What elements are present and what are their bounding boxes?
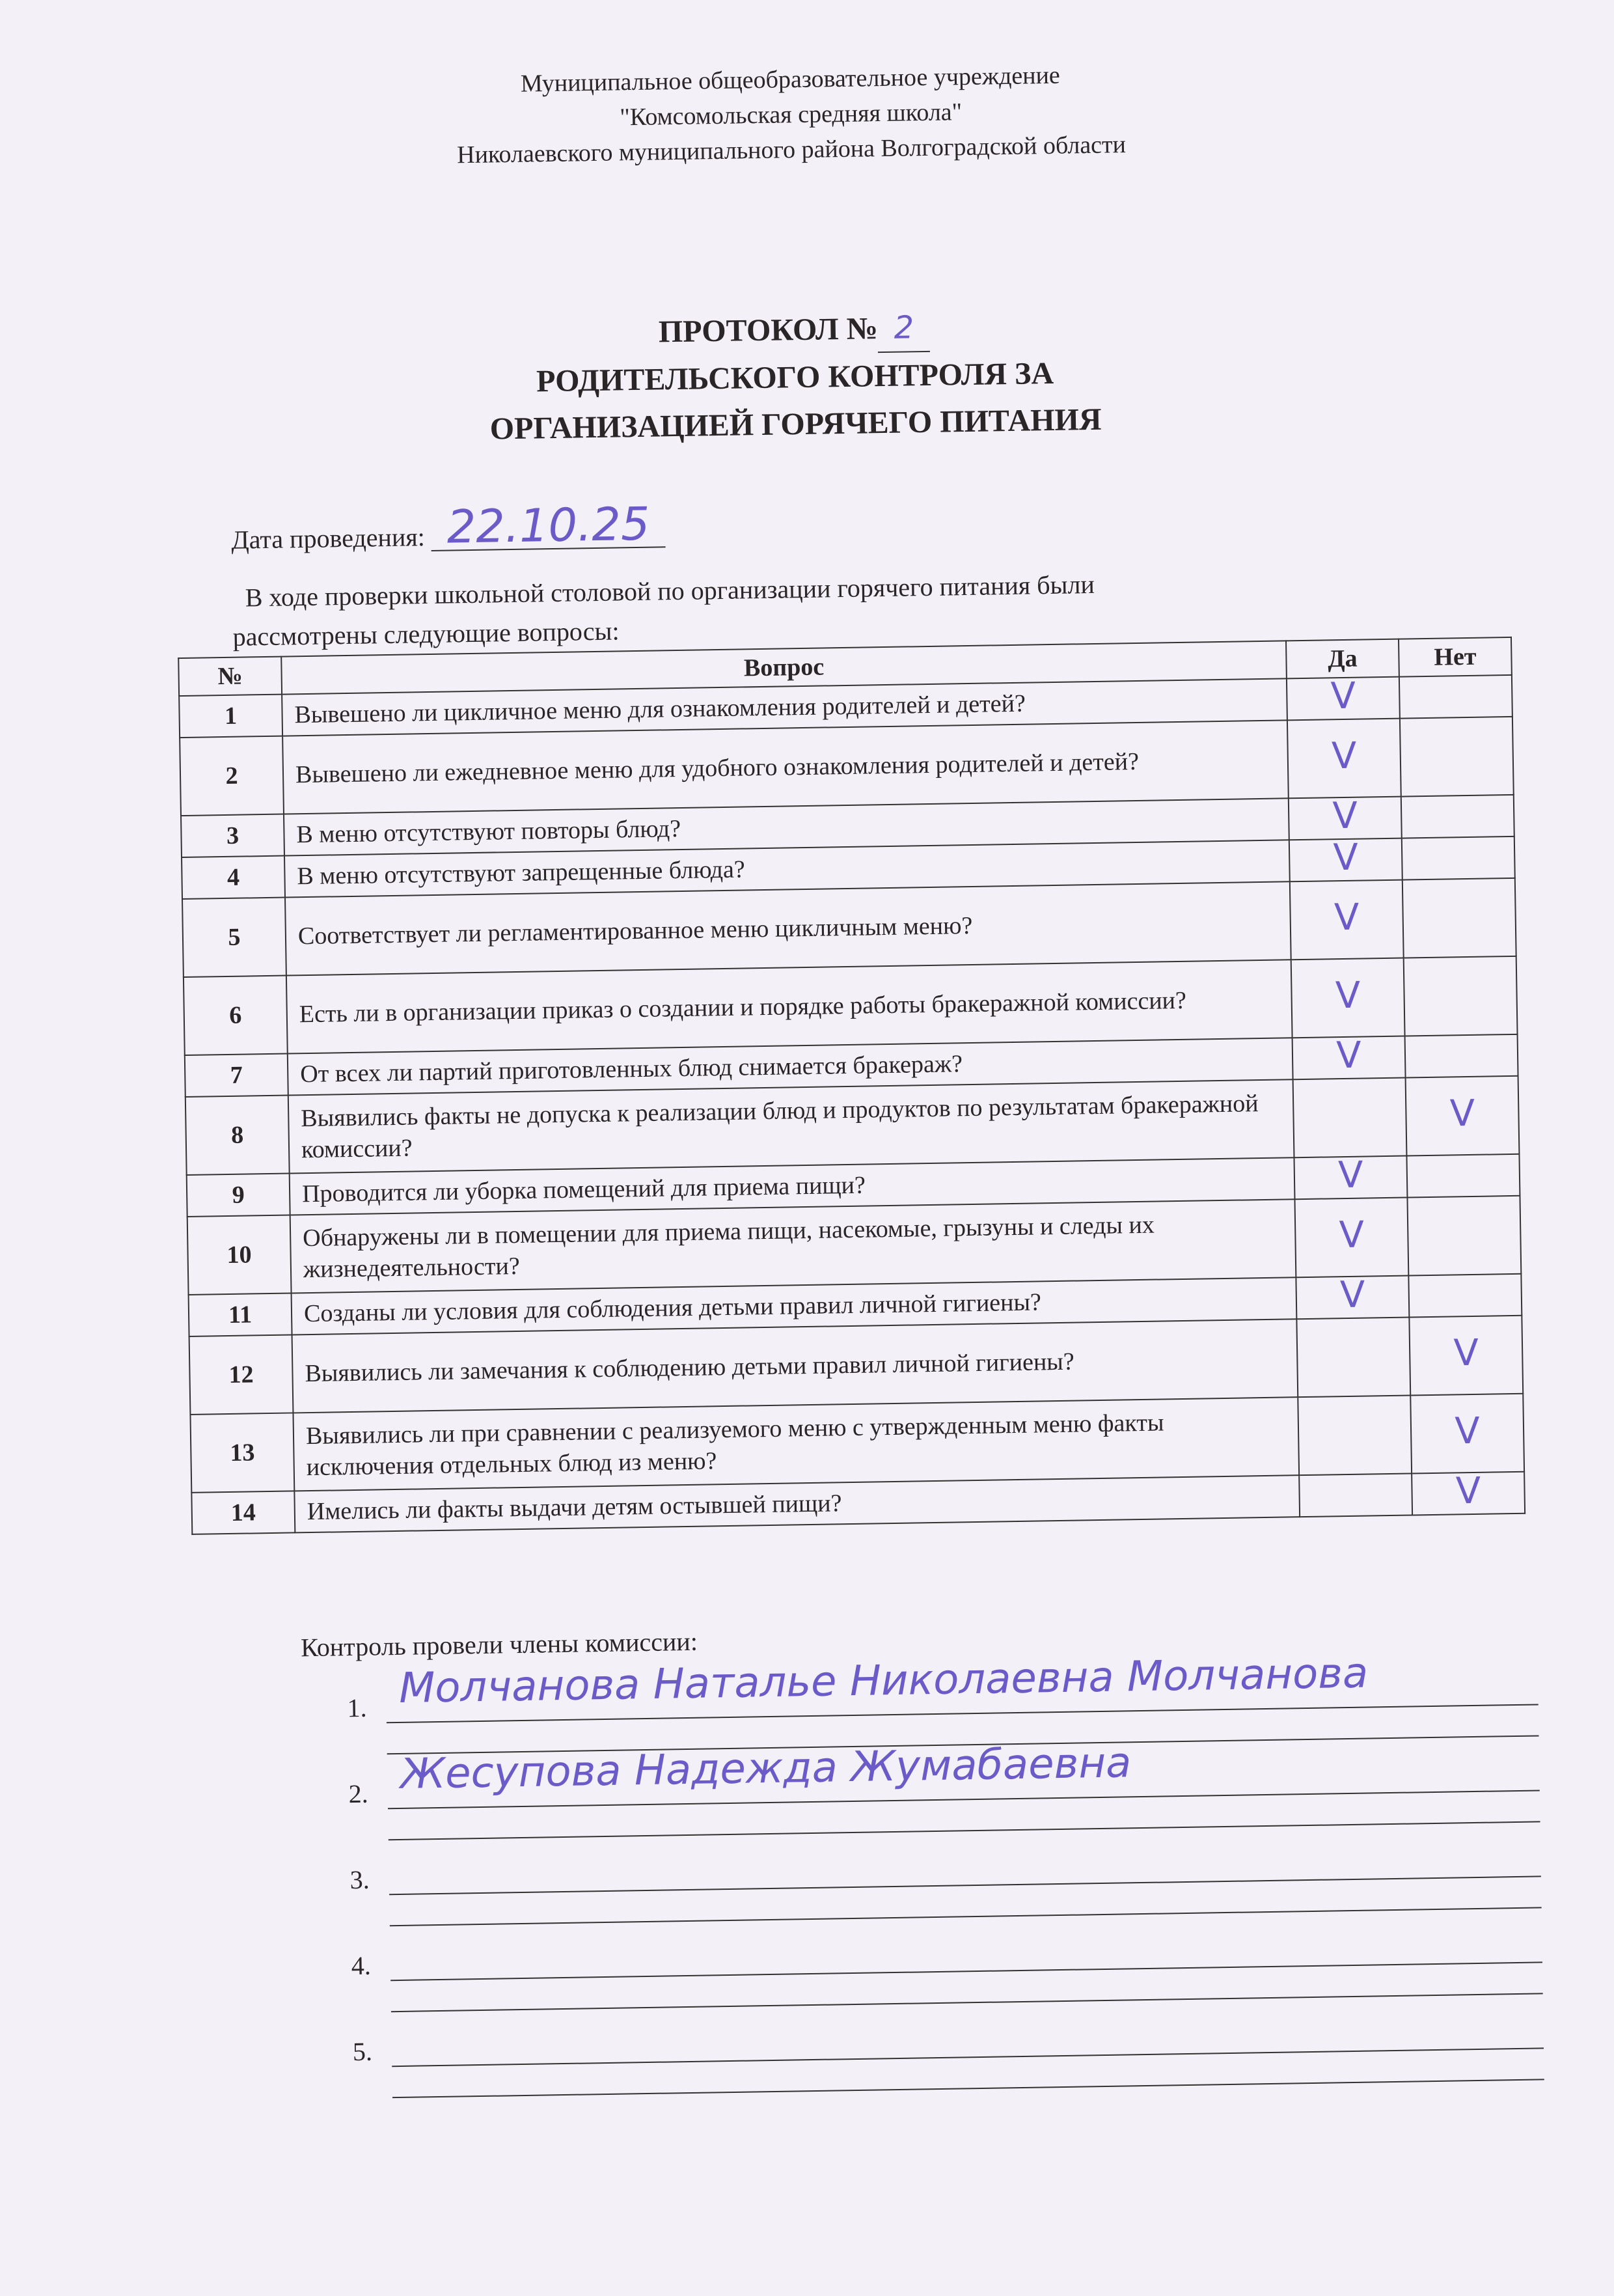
header-no: Нет [1399,637,1512,677]
intro-line-1: В ходе проверки школьной столовой по организации горячего питания были [245,569,1095,613]
member-name: Жесупова Надежда Жумабаевна [400,1739,1132,1799]
row-number: 11 [189,1293,292,1336]
row-no-cell [1400,717,1514,797]
row-no-cell [1399,675,1512,719]
row-yes-cell [1296,1273,1409,1320]
title-prefix: ПРОТОКОЛ № [658,311,879,350]
row-yes-cell [1287,674,1400,721]
member-line [352,1995,1544,2100]
row-number: 2 [180,736,284,816]
signature-line [389,1875,1541,1895]
row-no-cell [1406,1076,1520,1156]
header-num: № [178,657,282,696]
member-number: 2. [348,1778,368,1809]
row-number: 8 [185,1096,290,1175]
row-number: 13 [190,1413,294,1492]
institution-header [0,49,1598,180]
row-yes-cell [1287,719,1401,799]
row-yes-cell [1290,880,1404,960]
check-mark-icon: V [1339,1213,1365,1257]
row-number: 12 [189,1335,294,1414]
row-no-cell [1412,1469,1525,1515]
row-no-cell [1408,1274,1522,1318]
date-label: Дата проведения: [231,522,426,555]
row-no-cell [1402,837,1515,880]
header-yes: Да [1286,639,1399,679]
questions-table [178,637,1525,1535]
commission-members [347,1649,1544,2100]
row-yes-cell [1289,794,1402,840]
row-yes-cell [1299,1473,1412,1517]
check-mark-icon: V [1453,1331,1479,1375]
check-mark-icon: V [1330,674,1356,718]
row-no-cell [1410,1394,1524,1474]
document-title [0,294,1603,461]
row-question: В меню отсутствуют повторы блюд? [284,798,1289,855]
title-line-2: РОДИТЕЛЬСКОГО КОНТРОЛЯ ЗА [536,355,1054,399]
header-line-1: Муниципальное общеобразовательное учреждение [520,61,1061,98]
check-mark-icon: V [1335,1034,1362,1077]
row-number: 5 [182,898,286,977]
row-number: 6 [184,976,288,1055]
row-no-cell [1405,1034,1518,1078]
row-question: Вывешено ли ежедневное меню для удобного ознакомления родителей и детей? [282,720,1289,814]
signature-line [392,2047,1544,2067]
member-number: 5. [352,2036,373,2067]
row-yes-cell [1294,1198,1408,1278]
row-question: Созданы ли условия для соблюдения детьми правил личной гигиены? [292,1277,1297,1335]
row-question: Выявились факты не допуска к реализации блюд и продуктов по результатам бракеражной комиссии? [288,1079,1294,1173]
signature-line [390,1961,1542,1981]
member-number: 1. [347,1693,367,1723]
check-mark-icon: V [1337,1154,1364,1197]
check-mark-icon: V [1334,896,1360,939]
member-number: 3. [349,1864,370,1895]
row-question: Имелись ли факты выдачи детям остывшей пищи? [294,1475,1300,1532]
check-mark-icon: V [1335,974,1361,1017]
row-number: 4 [182,856,285,899]
date-row [231,497,666,557]
row-question: В меню отсутствуют запрещенные блюда? [284,840,1290,897]
row-no-cell [1406,1154,1520,1198]
row-number: 1 [179,695,282,738]
header-question: Вопрос [281,641,1287,694]
row-question: Обнаружены ли в помещении для приема пищи, насекомые, грызуны и следы их жизнедеятельности? [290,1199,1296,1293]
header-line-2: "Комсомольская средняя школа" [619,98,963,131]
signature-line [392,2079,1544,2098]
row-question: Выявились ли замечания к соблюдению детьми правил личной гигиены? [292,1319,1298,1413]
date-value: 22.10.25 [431,501,666,551]
row-yes-cell [1294,1156,1407,1200]
row-no-cell [1402,878,1516,958]
row-yes-cell [1296,1317,1410,1397]
row-no-cell [1404,956,1518,1036]
check-mark-icon: V [1449,1092,1475,1135]
check-mark-icon: V [1331,734,1357,778]
row-question: Есть ли в организации приказ о создании и порядке работы бракеражной комиссии? [286,960,1293,1053]
row-yes-cell [1293,1078,1407,1158]
check-mark-icon: V [1454,1409,1481,1453]
protocol-number: 2 [877,304,930,353]
commission-label: Контроль провели члены комиссии: [300,1626,698,1663]
row-yes-cell [1293,1036,1406,1080]
row-number: 3 [181,814,284,857]
row-number: 10 [187,1215,292,1294]
row-no-cell [1401,795,1514,838]
row-yes-cell [1291,958,1405,1038]
check-mark-icon: V [1332,794,1358,838]
row-no-cell [1407,1196,1521,1276]
title-line-3: ОРГАНИЗАЦИЕЙ ГОРЯЧЕГО ПИТАНИЯ [489,402,1102,447]
row-question: Вывешено ли цикличное меню для ознакомления родителей и детей? [282,678,1287,736]
check-mark-icon: V [1455,1469,1481,1513]
header-line-3: Николаевского муниципального района Волгоградской области [456,131,1127,169]
questions-body [179,675,1525,1534]
row-question: Соответствует ли регламентированное меню цикличным меню? [285,881,1291,975]
check-mark-icon: V [1339,1273,1365,1317]
row-question: От всех ли партий приготовленных блюд снимается бракераж? [288,1038,1293,1095]
row-no-cell [1409,1316,1523,1396]
row-number: 14 [191,1491,295,1534]
row-question: Выявились ли при сравнении с реализуемого меню с утвержденным меню факты исключения отдельных блюд из меню? [293,1397,1299,1491]
row-question: Проводится ли уборка помещений для приема пищи? [290,1157,1295,1215]
row-yes-cell [1298,1395,1412,1475]
intro-line-2: рассмотрены следующие вопросы: [232,616,620,652]
row-yes-cell [1289,838,1402,882]
check-mark-icon: V [1333,836,1359,879]
row-number: 9 [187,1173,290,1216]
member-name: Молчанова Наталье Николаевна Молчанова [398,1649,1369,1713]
member-number: 4. [351,1950,372,1981]
row-number: 7 [185,1054,288,1097]
